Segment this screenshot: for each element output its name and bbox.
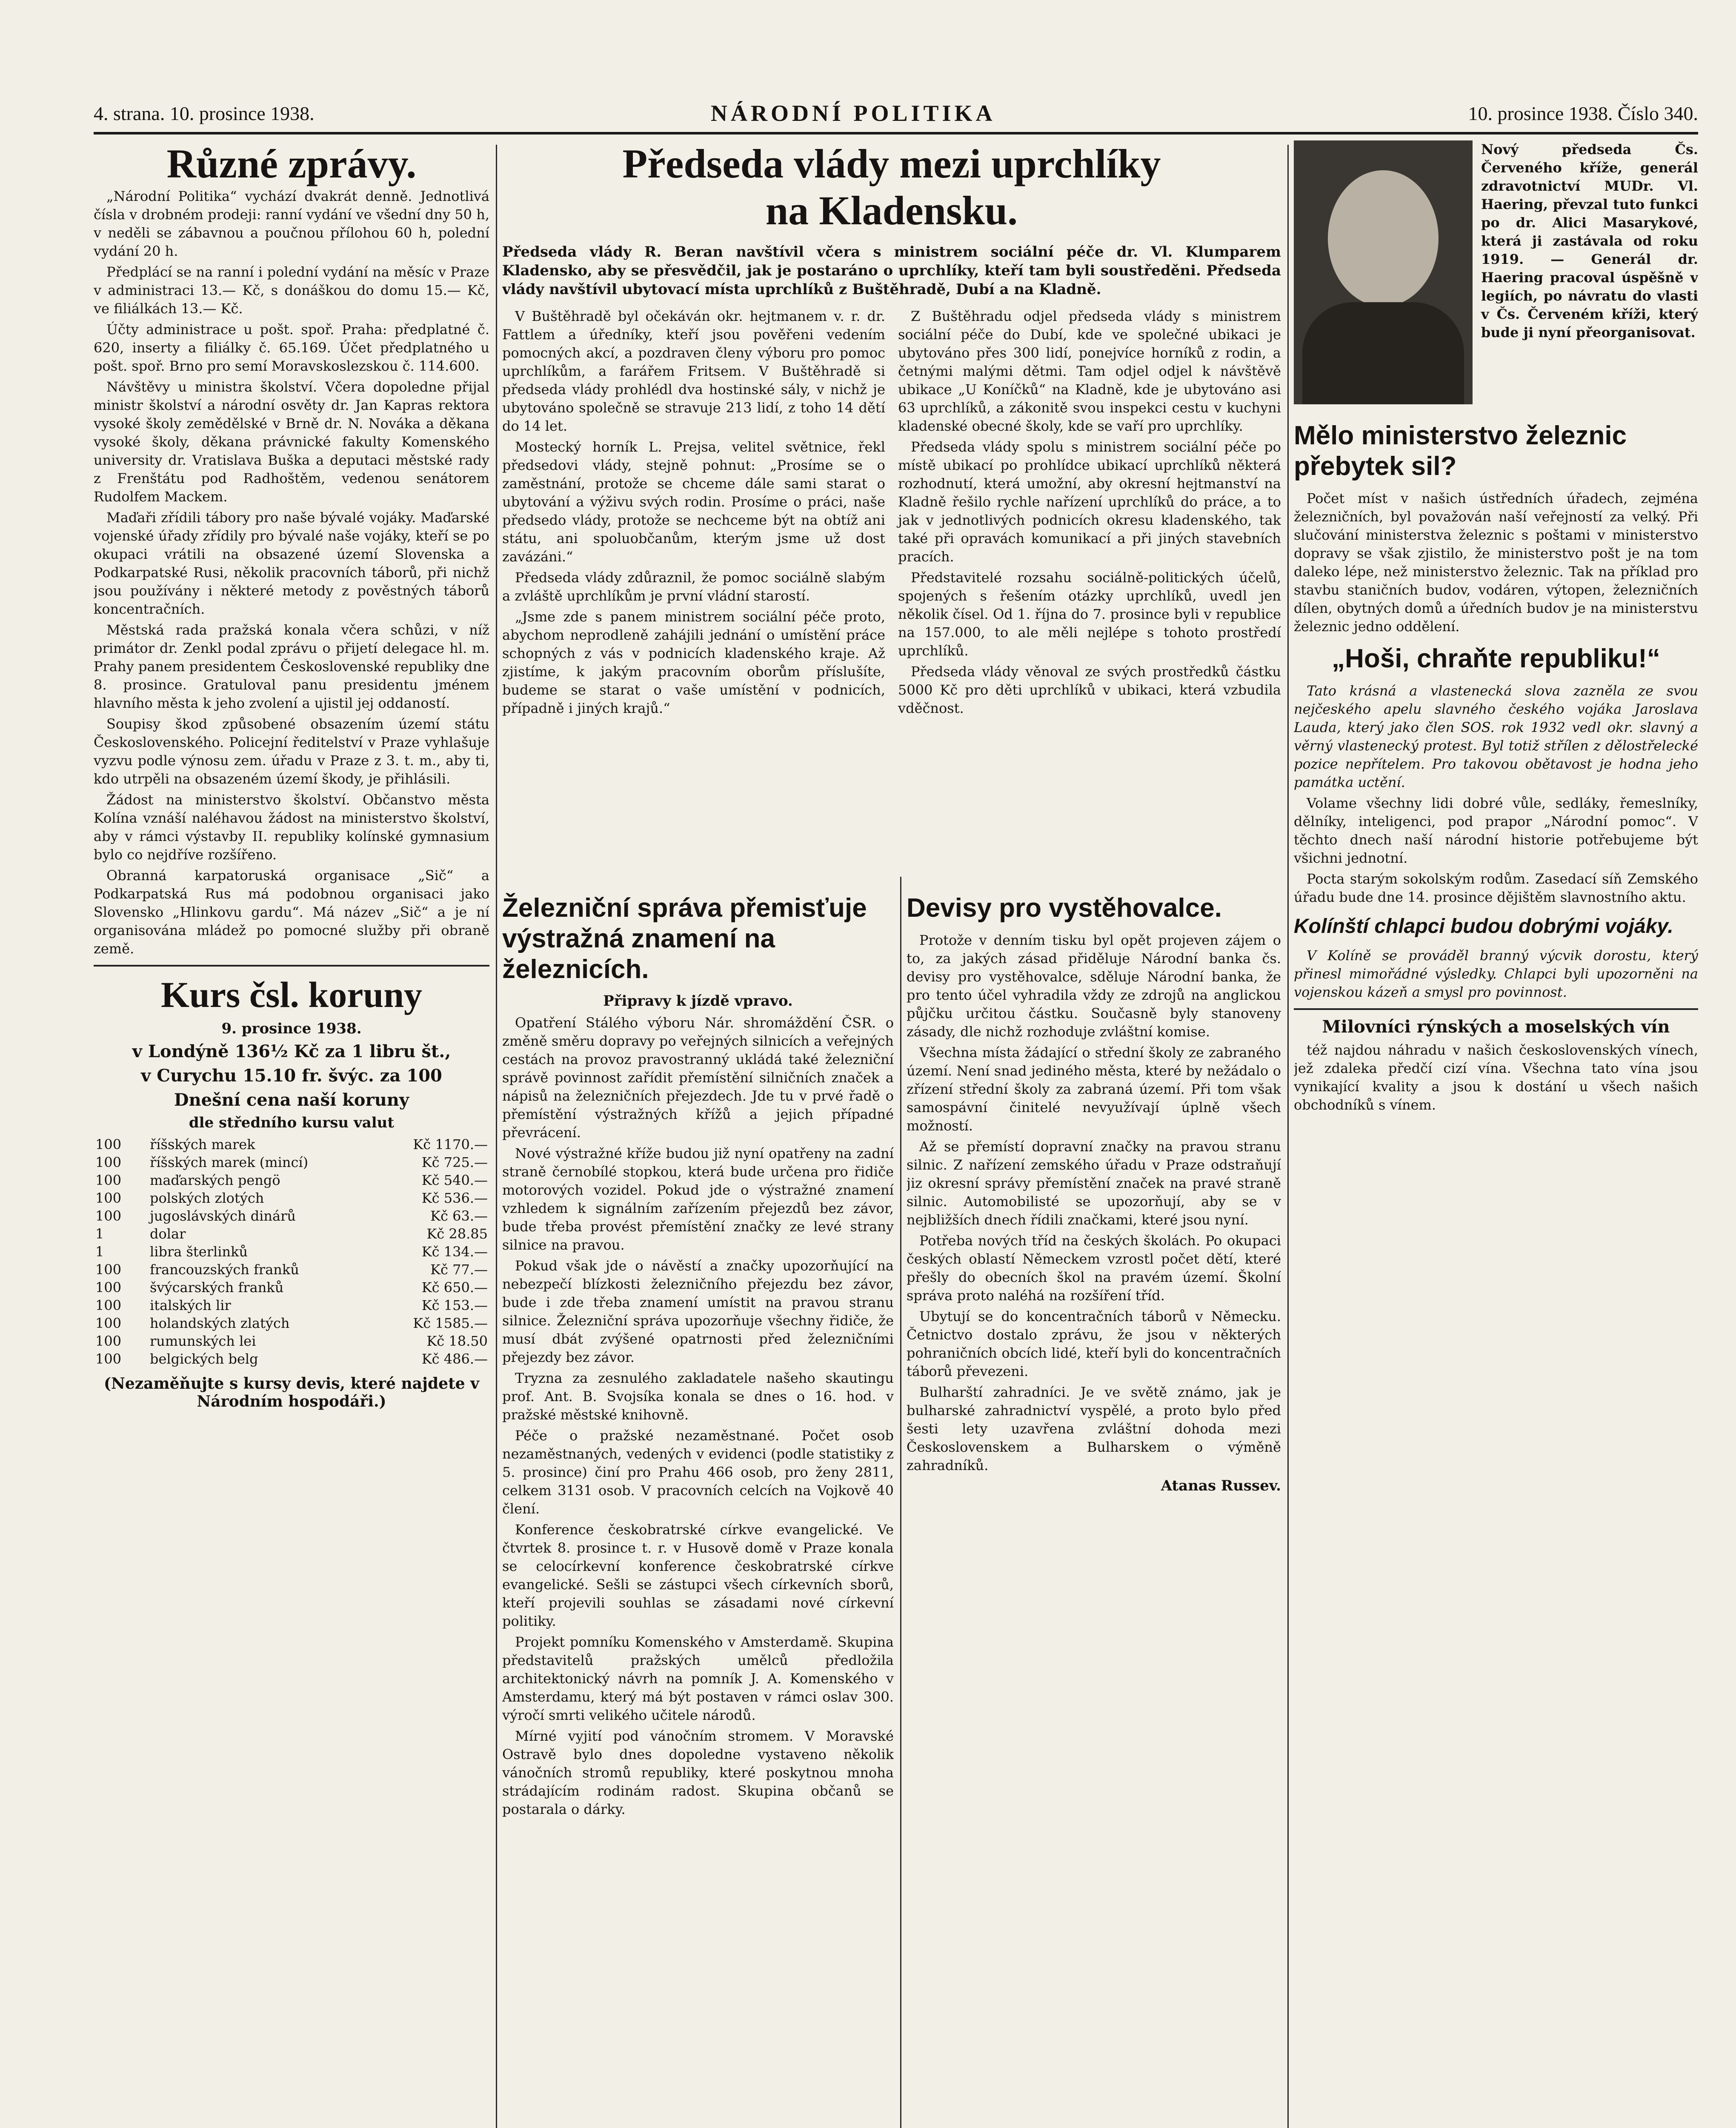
article-paragraph: Tato krásná a vlastenecká slova zazněla ze svou nejčeského apelu slavného českého vojáka Jaroslava Lauda, který jako člen SOS. rok 1932 vedl okr. slavný a věrný vlastenecký protest. Byl totiž střílen z dělostřelecké pozice nepřítelem. Pro takovou obětavost je hodna jeho památka uctění. [1294, 683, 1698, 790]
rates-row [94, 1225, 489, 1243]
rates-title: Kurs čsl. koruny [160, 974, 423, 1015]
column-divider [900, 877, 901, 2128]
column-2-lower [502, 885, 894, 2128]
rates-cell-k: 100 [95, 1333, 122, 1349]
rates-cell-v: Kč 134.— [421, 1244, 488, 1260]
rates-cell-v: Kč 18.50 [426, 1333, 488, 1349]
article-paragraph: Péče o pražské nezaměstnané. Počet osob nezaměstnaných, vedených v evidenci (podle statistiky z 5. prosince) činí pro Prahu 466 osob, pro ženy 2811, celkem 3131 osob. V pracovních celcích na Vojkově 40 člení. [502, 1427, 894, 1517]
article-paragraph: Pokud však jde o návěstí a značky upozorňující na nebezpečí blízkosti železničního přejezdu bez závor, bude i zde třeba znamení umístit na pravou stranu silnice. Železniční správa upozorňuje všechny řidiče, že musí dbát zvýšené opatrnosti před železničními přejezdy bez závor. [502, 1258, 894, 1365]
column-1 [94, 140, 489, 2128]
rates-row [94, 1189, 489, 1207]
rates-cell-k: 100 [95, 1136, 122, 1153]
article-paragraph: Pocta starým sokolským rodům. Zasedací síň Zemského úřadu bude dne 14. prosince dějištěm slavnostního aktu. [1294, 871, 1698, 905]
article-paragraph: Soupisy škod způsobené obsazením území státu Československého. Policejní ředitelství v Praze vyhlašuje vyzvu podle výnosu zem. úřadu v Praze z 3. t. m., aby ti, kdo utrpěli na obsazeném území škody, je přihlásili. [94, 716, 489, 787]
article-paragraph: Předseda vlády věnoval ze svých prostředků částku 5000 Kč pro děti uprchlíků v ubikaci, která vzbudila vděčnost. [898, 664, 1281, 716]
rail-article-title: Železniční správa přemisťuje výstražná znamení na železnicích. [502, 893, 867, 984]
rates-note: (Nezaměňujte s kursy devis, které najdete v Národním hospodáři.) [103, 1375, 480, 1410]
portrait-coat [1302, 302, 1464, 404]
rates-cell-v: Kč 650.— [421, 1279, 488, 1296]
rates-cell-k: 100 [95, 1297, 122, 1313]
article-paragraph: Potřeba nových tříd na českých školách. Po okupaci českých oblastí Německem vzrostl počet dětí, které přešly do obecních škol na pravém území. Školní správa proto naléhá na rozšíření tříd. [907, 1233, 1281, 1304]
column-3-lower [907, 885, 1281, 2128]
article-paragraph: Bulharští zahradníci. Je ve světě známo, jak je bulharské zahradnictví vyspělé, a proto bylo před šesti lety uzavřena zvláštní dohoda mezi Československem a Bulharskem o výměně zahradníků. [907, 1384, 1281, 1473]
main-columns [502, 307, 1281, 720]
article-paragraph: Volame všechny lidi dobré vůle, sedláky, řemeslníky, dělníky, inteligenci, pod prapor „Národní pomoc“. V těchto dnech naší národní historie potřebujeme být všichni jednotní. [1294, 795, 1698, 866]
rates-cell-n: libra šterlinků [150, 1244, 248, 1260]
page-header [94, 81, 1698, 134]
rates-cell-n: holandských zlatých [150, 1315, 290, 1331]
divider [1294, 1008, 1698, 1010]
article-paragraph: Předplácí se na ranní i polední vydání na měsíc v Praze v administraci 13.— Kč, s donáškou do domu 15.— Kč, ve filiálkách 13.— Kč. [94, 264, 489, 317]
rates-cell-n: jugoslávských dinárů [150, 1208, 296, 1224]
rates-row [94, 1243, 489, 1261]
article-paragraph: Účty administrace u pošt. spoř. Praha: předplatné č. 620, inserty a filiálky č. 65.169. Účet předplatného u pošt. spoř. Brno pro semí Moravskoslezskou č. 114.600. [94, 321, 489, 374]
main-article [502, 140, 1281, 877]
rates-cell-n: švýcarských franků [150, 1279, 284, 1296]
main-headline-1: Předseda vlády mezi uprchlíky [622, 141, 1161, 186]
rates-cell-k: 100 [95, 1351, 122, 1367]
rates-row [94, 1296, 489, 1314]
rates-cell-v: Kč 63.— [430, 1208, 488, 1224]
main-headline-2: na Kladensku. [765, 188, 1018, 233]
rail-article-lead: Připravy k jízdě vpravo. [603, 992, 793, 1010]
rates-row [94, 1314, 489, 1332]
rates-table [94, 1136, 489, 1368]
article-paragraph: Obranná karpatoruská organisace „Sič“ a Podkarpatská Rus má podobnou organisaci jako Slovensko „Hlinkovu gardu“. Má název „Sič“ a je ní organisována mládež po pomocné služby při obraně země. [94, 867, 489, 957]
article-paragraph: Protože v denním tisku byl opět projeven zájem o to, za jakých zásad přiděluje Národní banka čs. devisy pro vystěhovalce, sděluje Národní banka, že pro tento účel vyhradila vždy ze zdrojů na anglickou půjčku určitou částku. Současně byly stanoveny zásady, dle nichž rozhoduje zvláštní komise. [907, 932, 1281, 1040]
divider [94, 965, 489, 967]
column-divider [1287, 145, 1289, 2128]
rates-cell-n: belgických belg [150, 1351, 258, 1367]
devisy-title: Devisy pro vystěhovalce. [907, 893, 1222, 923]
article-paragraph: Nové výstražné kříže budou již nyní opatřeny na zadní straně černobílé stopkou, která bude určena pro řidiče motorových vozidel. Pokud jde o výstražné znamení vzhledem k signálním zařízením přejezdů bez závor, bude třeba provést přemístění značky ze levé strany silnice na pravou. [502, 1145, 894, 1253]
rates-cell-n: říšských marek (mincí) [150, 1154, 309, 1170]
rates-cell-k: 100 [95, 1190, 122, 1206]
rates-cell-v: Kč 1170.— [413, 1136, 488, 1153]
rates-london: v Londýně 136½ Kč za 1 libru št., [132, 1041, 451, 1061]
rates-cell-k: 1 [95, 1244, 104, 1260]
newspaper-page [26, 17, 1698, 2128]
rates-cell-n: italských lir [150, 1297, 231, 1313]
rates-cell-v: Kč 1585.— [413, 1315, 488, 1331]
article-paragraph: V Kolíně se prováděl branný výcvik dorostu, který přinesl mimořádné výsledky. Chlapci byli upozorněni na vojenskou kázeň a smysl pro povinnost. [1294, 947, 1698, 1000]
rates-cell-k: 100 [95, 1315, 122, 1331]
article-signature: Atanas Russev. [1161, 1477, 1281, 1494]
rates-row [94, 1136, 489, 1153]
main-col-right [898, 307, 1281, 720]
rates-row [94, 1153, 489, 1171]
article-paragraph: Z Buštěhradu odjel předseda vlády s ministrem sociální péče do Dubí, kde ve společné ubikaci je ubytováno přes 300 lidí, ponejvíce horníků z rodin, a četnými malými dětmi. Tam odjel odjel k návštěvě ubikace „U Koníčků“ na Kladně, kde je ubytováno asi 63 uprchlíků, a zákonitě svou inspekci cestu v kuchyni kladenské obecné školy, kde se vaří pro uprchlíky. [898, 308, 1281, 434]
article-paragraph: Městská rada pražská konala včera schůzi, v níž primátor dr. Zenkl podal zprávu o přijetí delegace hl. m. Prahy panem presidentem Československé republiky dne 8. prosince. Gratuloval panu presidentu jménem hlavního města k jeho zvolení a ujistil jej oddaností. [94, 622, 489, 711]
article-paragraph: Tryzna za zesnulého zakladatele našeho skautingu prof. Ant. B. Svojsíka konala se dnes o 16. hod. v pražské městské knihovně. [502, 1370, 894, 1423]
rates-cell-k: 100 [95, 1172, 122, 1188]
rates-cell-n: rumunských lei [150, 1333, 256, 1349]
column-divider [496, 145, 497, 2128]
railway-ministry-title: Mělo ministerstvo železnic přebytek sil? [1294, 421, 1627, 481]
article-paragraph: Předseda vlády spolu s ministrem sociální péče po místě ubikací po prohlídce ubikací uprchlíků některá rozhodnutí, která umožní, aby okresní hejtmanství na Kladně řešilo rychle nařízení uprchlíků do práce, a to jak v jednotlivých podnicích okresu kladenského, tak také při opravách komunikací a při jiných stavebních pracích. [898, 439, 1281, 565]
rates-cell-v: Kč 486.— [421, 1351, 488, 1367]
main-col-left [502, 307, 885, 720]
section-title-ruzne-zpravy: Různé zprávy. [166, 141, 417, 186]
article-paragraph: Představitelé rozsahu sociálně-politických účelů, spojených s řešením otázky uprchlíků, uvedl jen několik čísel. Od 1. října do 7. prosince byli v republice na 157.000, to ale měli nejlépe s tohoto prostředí uprchlíků. [898, 569, 1281, 659]
rates-row [94, 1279, 489, 1296]
portrait-photo [1294, 140, 1473, 404]
hosi-title: „Hoši, chraňte republiku!“ [1332, 644, 1660, 673]
main-kicker: Předseda vlády R. Beran navštívil včera s ministrem sociální péče dr. Vl. Klumparem Kladensko, aby se přesvědčil, jak je postaráno o uprchlíky, kteří tam byli soustředěni. Předseda vlády navštívil ubytovací místa uprchlíků z Buštěhradě, Dubí a na Kladně. [502, 243, 1281, 298]
article-paragraph: V Buštěhradě byl očekáván okr. hejtmanem v. r. dr. Fattlem a úředníky, kteří jsou pověřeni vedením pomocných akcí, a pozdraven členy výboru pro pomoc uprchlíkům, a farářem Fritsem. V Buštěhradě si předseda vlády prohlédl dva hostinské sály, v nichž je ubytováno společně se stravuje 213 lidí, z toho 14 dětí do 14 let. [502, 308, 885, 434]
rates-row [94, 1261, 489, 1279]
rates-cell-k: 100 [95, 1279, 122, 1296]
rates-cell-k: 100 [95, 1154, 122, 1170]
rates-cell-k: 100 [95, 1261, 122, 1278]
rates-cell-v: Kč 725.— [421, 1154, 488, 1170]
article-paragraph: Počet míst v našich ústředních úřadech, zejména železničních, byl považován naší veřejností za velký. Při slučování ministerstva železnic s poštami v ministerstvo dopravy se však zjistilo, že ministerstvo pošt je na tom daleko lépe, než ministerstvo železnic. Tak na příklad pro stavbu staničních budov, vodáren, výtopen, železničních dílen, obytných domů a úředních budov je na ministerstvu železnic jedno oddělení. [1294, 490, 1698, 635]
photo-caption: Nový předseda Čs. Červeného kříže, generál zdravotnictví MUDr. Vl. Haering, převzal tuto funkci po dr. Alici Masarykové, která ji zastávala od roku 1919. — Generál dr. Haering pracoval úspěšně v legiích, po návratu do vlasti v Čs. Červeném kříži, který bude ji nyní přeorganisovat. [1481, 141, 1698, 340]
rates-cell-k: 1 [95, 1226, 104, 1242]
article-paragraph: „Jsme zde s panem ministrem sociální péče proto, abychom neprodleně zahájili jednání o umístění práce schopných z vás v podnicích kladenského kraje. Až zjistíme, k jakým pracovním oborům příslušíte, budeme se starat o vaše umístění v podnicích, případně i jiných krajů.“ [502, 609, 885, 716]
rates-row [94, 1350, 489, 1368]
article-paragraph: Ubytují se do koncentračních táborů v Německu. Četnictvo dostalo zprávu, že jsou v některých pohraničních obcích lidé, kteří byli do koncentračních táborů převezeni. [907, 1308, 1281, 1379]
article-paragraph: Opatření Stálého výboru Nár. shromáždění ČSR. o změně směru dopravy po veřejných silnicích a veřejných cestách na provoz pravostranný ukládá také železniční správě povinnost zařídit přemístění silničních značek a nápisů na železničních přejezdech. Jde tu v prvé řadě o přemístění výstražných křížů a jejich případné převrácení. [502, 1015, 894, 1141]
rates-subtitle-2: dle středního kursu valut [189, 1114, 395, 1131]
article-paragraph: Všechna místa žádající o střední školy ze zabraného území. Není snad jediného města, které by nežádalo o zřízení střední školy za zabraná území. Při tom však samospávní činitelé nevyužívají úplně všech možností. [907, 1044, 1281, 1134]
header-left: 4. strana. 10. prosince 1938. [94, 103, 315, 124]
rates-row [94, 1207, 489, 1225]
article-paragraph: Žádost na ministerstvo školství. Občanstvo města Kolína vznáší naléhavou žádost na ministerstvo školství, aby v rámci výstavby II. republiky kolínské gymnasium bylo co nejdříve rozšířeno. [94, 792, 489, 863]
masthead: NÁRODNÍ POLITIKA [711, 100, 996, 126]
rates-row [94, 1332, 489, 1350]
rates-cell-n: maďarských pengö [150, 1172, 280, 1188]
kolin-title: Kolínští chlapci budou dobrými vojáky. [1294, 915, 1673, 938]
rates-zurich: v Curychu 15.10 fr. švýc. za 100 [141, 1066, 442, 1086]
article-paragraph: Maďaři zřídili tábory pro naše bývalé vojáky. Maďarské vojenské úřady zřídily pro bývalé naše vojáky, kteří se po okupaci vrátili na obsazené území Slovenska a Podkarpatské Rusi, několik pracovních táborů, při nichž jsou používány i některé metody z pověstných táborů koncentračních. [94, 509, 489, 617]
header-right: 10. prosince 1938. Číslo 340. [1468, 103, 1698, 124]
rates-cell-v: Kč 153.— [421, 1297, 488, 1313]
portrait-face [1328, 170, 1439, 306]
article-paragraph: též najdou náhradu v našich československých vínech, jež zdaleka předčí cizí vína. Všechna tato vína jsou vynikající kvality a jsou k dostání u všech našich obchodníků s vínem. [1294, 1042, 1698, 1113]
rates-cell-n: francouzských franků [150, 1261, 299, 1278]
rates-cell-v: Kč 540.— [421, 1172, 488, 1188]
rates-cell-n: polských zlotých [150, 1190, 264, 1206]
rates-date: 9. prosince 1938. [221, 1020, 362, 1037]
article-paragraph: Předseda vlády zdůraznil, že pomoc sociálně slabým a zvláště uprchlíkům je první vládní starostí. [502, 569, 885, 604]
wine-title: Milovníci rýnských a moselských vín [1322, 1017, 1670, 1037]
rates-cell-n: dolar [150, 1226, 186, 1242]
article-paragraph: Projekt pomníku Komenského v Amsterdamě. Skupina představitelů pražských umělců předložila architektonický návrh na pomník J. A. Komenského v Amsterdamu, který má být postaven v rámci oslav 300. výročí smrti velikého učitele národů. [502, 1634, 894, 1723]
rates-cell-n: říšských marek [150, 1136, 255, 1153]
rates-cell-v: Kč 77.— [430, 1261, 488, 1278]
article-paragraph: „Národní Politika“ vychází dvakrát denně. Jednotlivá čísla v drobném prodeji: ranní vydání ve všední dny 50 h, v neděli se zábavnou a poučnou přílohou 60 h, polední vydání 20 h. [94, 188, 489, 259]
article-paragraph: Mostecký horník L. Prejsa, velitel světnice, řekl předsedovi vlády, stejně pohnut: „Prosíme se o zaměstnání, protože se chceme dále sami starat o ubytování a výživu svých rodin. Prosíme o práci, naše předsedo vlády, protože se nechceme být na obtíž ani státu, ani spoluobčanům, kterým jsme už dost zavázáni.“ [502, 439, 885, 565]
column-4 [1294, 140, 1698, 2128]
rates-cell-v: Kč 536.— [421, 1190, 488, 1206]
rates-row [94, 1171, 489, 1189]
rates-cell-v: Kč 28.85 [426, 1226, 488, 1242]
article-paragraph: Konference českobratrské církve evangelické. Ve čtvrtek 8. prosince t. r. v Husově domě v Praze konala se celocírkevní konference českobratrské církve evangelické. Sešli se zástupci všech církevních sborů, kteří projevili souhlas se zásadami nové církevní politiky. [502, 1522, 894, 1629]
rates-subtitle: Dnešní cena naší koruny [174, 1090, 409, 1110]
article-paragraph: Mírné vyjití pod vánočním stromem. V Moravské Ostravě bylo dnes dopoledne vystaveno několik vánočních stromů republiky, které poskytnou mnoha strádajícím rodinám radost. Skupina občanů se postarala o dárky. [502, 1728, 894, 1817]
article-paragraph: Návštěvy u ministra školství. Včera dopoledne přijal ministr školství a národní osvěty dr. Jan Kapras rektora vysoké školy zemědělské v Brně dr. N. Nováka a děkana vysoké školy, děkana právnické fakulty Komenského university dr. Vratislava Buška a deputaci městské rady z Frenštátu pod Radhoštěm, vedenou senátorem Rudolfem Mackem. [94, 379, 489, 505]
rates-cell-k: 100 [95, 1208, 122, 1224]
article-paragraph: Až se přemístí dopravní značky na pravou stranu silnic. Z nařízení zemského úřadu v Praze odstraňují jiz okresní správy přemístění značek na pravé straně silnic. Automobilisté se upozorňují, aby se v nejbližších dnech řídili značkami, které jsou nyní. [907, 1138, 1281, 1228]
